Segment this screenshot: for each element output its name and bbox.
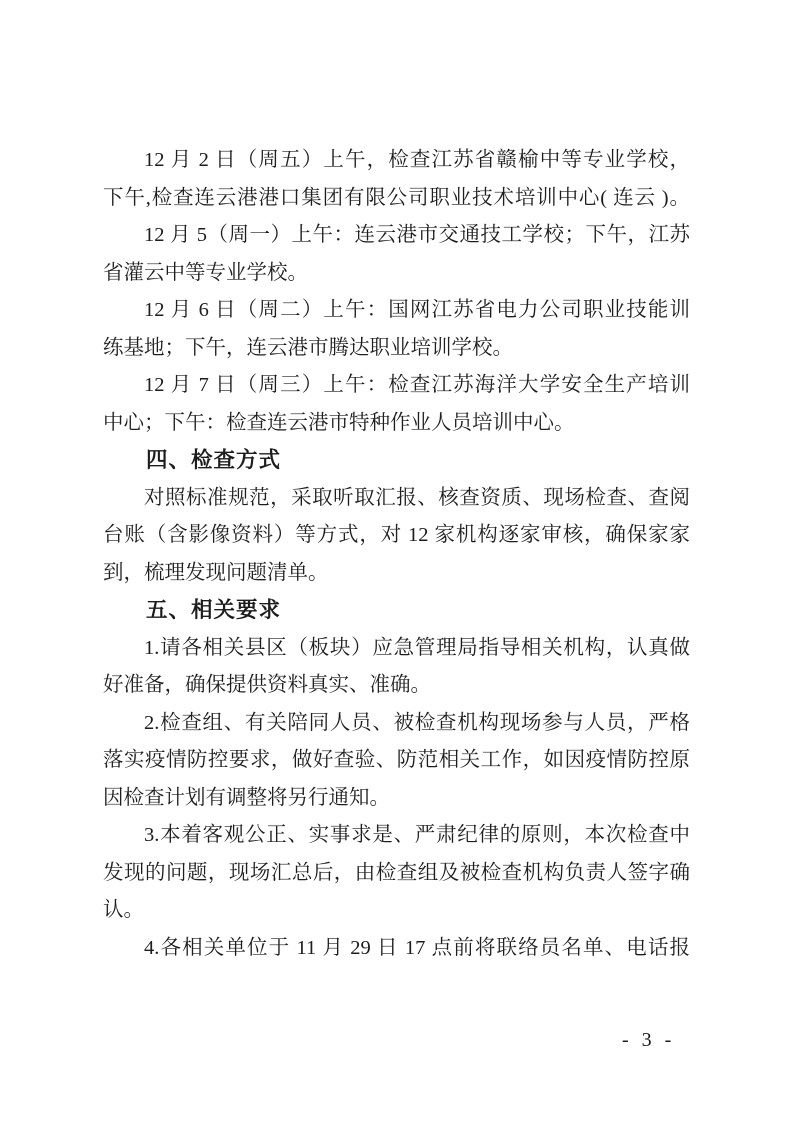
text-line: 12 月 2 日（周五）上午，检查江苏省赣榆中等专业学校， [144,149,690,171]
text-line: 12 月 7 日（周三）上午：检查江苏海洋大学安全生产培训 [144,374,690,396]
text-line: 认。 [103,899,144,921]
text-line: 3.本着客观公正、实事求是、严肃纪律的原则，本次检查中 [144,824,690,846]
section-heading: 五、相关要求 [146,598,282,622]
text-line: 发现的问题，现场汇总后，由检查组及被检查机构负责人签字确 [103,861,690,884]
text-line: 对照标准规范，采取听取汇报、核查资质、现场检查、查阅 [144,486,690,509]
page-number: - 3 - [622,1029,676,1051]
text-line: 练基地；下午，连云港市腾达职业培训学校。 [103,336,513,359]
text-line: 下午,检查连云港港口集团有限公司职业技术培训中心( 连云 )。 [103,186,690,209]
text-line: 省灌云中等专业学校。 [103,261,308,284]
text-line: 12 月 6 日（周二）上午：国网江苏省电力公司职业技能训 [144,299,690,321]
text-line: 1.请各相关县区（板块）应急管理局指导相关机构，认真做 [144,636,690,659]
document-body [103,142,690,967]
text-line: 好准备，确保提供资料真实、准确。 [103,674,431,696]
text-line: 到，梳理发现问题清单。 [103,561,329,584]
text-line: 4.各相关单位于 11 月 29 日 17 点前将联络员名单、电话报 [144,936,690,959]
text-line: 2.检查组、有关陪同人员、被检查机构现场参与人员，严格 [144,711,690,734]
text-line: 因检查计划有调整将另行通知。 [103,786,390,809]
text-line: 中心；下午：检查连云港市特种作业人员培训中心。 [103,411,575,434]
text-line: 落实疫情防控要求，做好查验、防范相关工作，如因疫情防控原 [103,749,690,771]
text-line: 台账（含影像资料）等方式，对 12 家机构逐家审核，确保家家 [103,524,690,546]
section-heading: 四、检查方式 [146,448,282,472]
text-line: 12 月 5（周一）上午：连云港市交通技工学校；下午，江苏 [144,224,690,246]
